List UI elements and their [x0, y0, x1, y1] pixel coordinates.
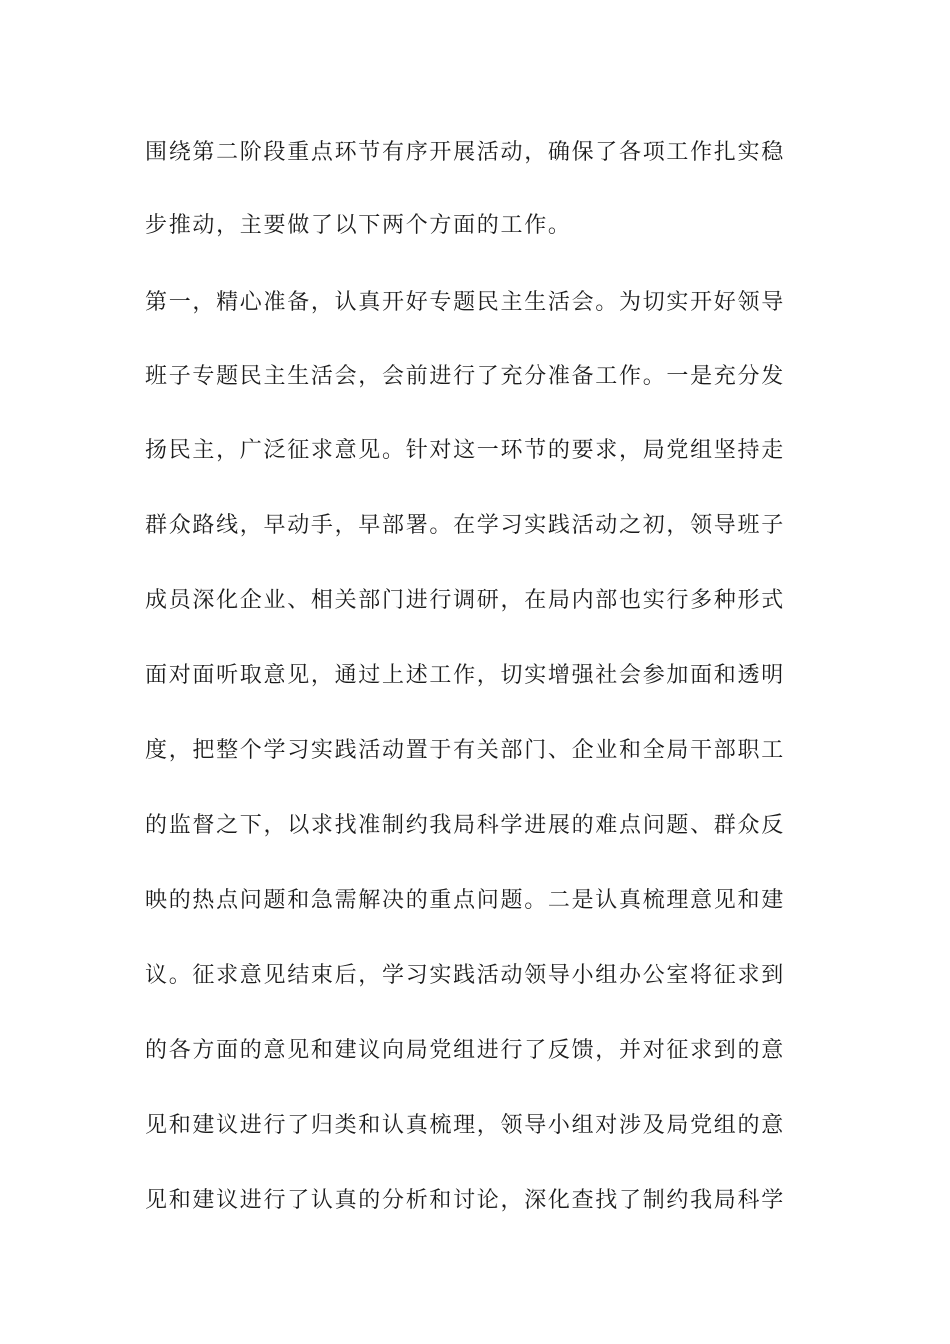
text-line: 步推动，主要做了以下两个方面的工作。 [145, 213, 572, 238]
text-line: 映的热点问题和急需解决的重点问题。二是认真梳理意见和建 [145, 888, 785, 913]
text-line: 扬民主，广泛征求意见。针对这一环节的要求，局党组坚持走 [145, 438, 785, 463]
text-line: 的监督之下，以求找准制约我局科学进展的难点问题、群众反 [145, 813, 785, 838]
text-line: 面对面听取意见，通过上述工作，切实增强社会参加面和透明 [145, 663, 785, 688]
text-line: 见和建议进行了认真的分析和讨论，深化查找了制约我局科学 [145, 1188, 785, 1213]
text-line: 班子专题民主生活会，会前进行了充分准备工作。一是充分发 [145, 364, 785, 389]
text-line: 的各方面的意见和建议向局党组进行了反馈，并对征求到的意 [145, 1038, 785, 1063]
text-line: 第一，精心准备，认真开好专题民主生活会。为切实开好领导 [145, 290, 785, 315]
text-line: 议。征求意见结束后，学习实践活动领导小组办公室将征求到 [145, 963, 785, 988]
text-line: 度，把整个学习实践活动置于有关部门、企业和全局干部职工 [145, 738, 785, 763]
text-line: 围绕第二阶段重点环节有序开展活动，确保了各项工作扎实稳 [145, 140, 785, 165]
text-line: 成员深化企业、相关部门进行调研，在局内部也实行多种形式 [145, 588, 785, 613]
text-line: 群众路线，早动手，早部署。在学习实践活动之初，领导班子 [145, 513, 785, 538]
text-line: 见和建议进行了归类和认真梳理，领导小组对涉及局党组的意 [145, 1113, 785, 1138]
